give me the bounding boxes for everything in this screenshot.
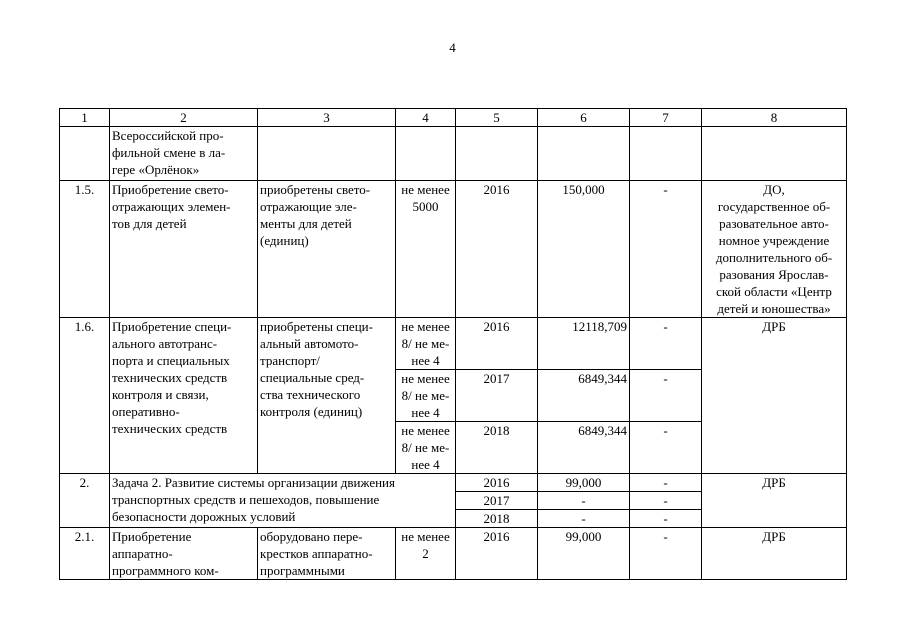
table-cell: не менее 8/ не ме- нее 4 [396, 422, 456, 474]
table-cell [258, 127, 396, 181]
table-cell [60, 127, 110, 181]
table-cell: 2016 [456, 318, 538, 370]
header-cell: 1 [60, 109, 110, 127]
table-cell: - [630, 492, 702, 510]
table-cell: ДРБ [702, 528, 847, 580]
table-cell: 2016 [456, 528, 538, 580]
table-cell: не менее 2 [396, 528, 456, 580]
table-cell: 2018 [456, 422, 538, 474]
table-cell: - [630, 474, 702, 492]
table-cell: - [630, 181, 702, 318]
table-cell: приобретены свето- отражающие эле- менты для детей (единиц) [258, 181, 396, 318]
table-cell: - [630, 510, 702, 528]
table-cell: 6849,344 [538, 422, 630, 474]
table-header-row [60, 109, 847, 127]
header-cell: 6 [538, 109, 630, 127]
table-row [60, 127, 847, 181]
row-number: 2.1. [60, 528, 110, 580]
table-cell: Приобретение специ- ального автотранс- порта и специальных технических средств контроля и связи, оперативно- технических средств [110, 318, 258, 474]
table-cell [456, 127, 538, 181]
table-cell: Всероссийской про- фильной смене в ла- гере «Орлёнок» [110, 127, 258, 181]
table-cell: 2016 [456, 181, 538, 318]
table-cell: 6849,344 [538, 370, 630, 422]
table-row [60, 528, 847, 580]
table-cell: 12118,709 [538, 318, 630, 370]
table-cell: не менее 5000 [396, 181, 456, 318]
table-cell: - [630, 528, 702, 580]
page-number: 4 [449, 40, 456, 55]
table-cell [702, 127, 847, 181]
header-cell: 3 [258, 109, 396, 127]
table-cell: 99,000 [538, 528, 630, 580]
table-row [60, 181, 847, 318]
table-cell [630, 127, 702, 181]
table-cell: ДРБ [702, 318, 847, 474]
table-cell: - [538, 510, 630, 528]
header-cell: 2 [110, 109, 258, 127]
table-cell: - [630, 318, 702, 370]
table-cell [538, 127, 630, 181]
program-table [59, 108, 847, 580]
table-cell: не менее 8/ не ме- нее 4 [396, 370, 456, 422]
row-number: 2. [60, 474, 110, 528]
table-cell: 2018 [456, 510, 538, 528]
table-cell: ДО, государственное об- разовательное авто- номное учреждение дополнительного об- разования Ярослав- ской области «Центр детей и юношества» [702, 181, 847, 318]
table-cell: ДРБ [702, 474, 847, 528]
table-cell: 2017 [456, 370, 538, 422]
table-cell: 2016 [456, 474, 538, 492]
table-cell: Приобретение аппаратно- программного ком- [110, 528, 258, 580]
table-cell: - [630, 422, 702, 474]
table-cell: 2017 [456, 492, 538, 510]
header-cell: 8 [702, 109, 847, 127]
table-row [60, 318, 847, 370]
header-cell: 5 [456, 109, 538, 127]
table-cell [396, 127, 456, 181]
task-title: Задача 2. Развитие системы организации движения транспортных средств и пешеходов, повышение безопасности дорожных условий [110, 474, 456, 528]
table-row [60, 474, 847, 492]
table-cell: приобретены специ- альный автомото- транспорт/ специальные сред- ства технического контроля (единиц) [258, 318, 396, 474]
row-number: 1.5. [60, 181, 110, 318]
table-cell: не менее 8/ не ме- нее 4 [396, 318, 456, 370]
header-cell: 7 [630, 109, 702, 127]
header-cell: 4 [396, 109, 456, 127]
table-cell: Приобретение свето- отражающих элемен- тов для детей [110, 181, 258, 318]
table-cell: оборудовано пере- крестков аппаратно- программными [258, 528, 396, 580]
table-cell: 99,000 [538, 474, 630, 492]
row-number: 1.6. [60, 318, 110, 474]
table-cell: 150,000 [538, 181, 630, 318]
table-cell: - [538, 492, 630, 510]
table-cell: - [630, 370, 702, 422]
